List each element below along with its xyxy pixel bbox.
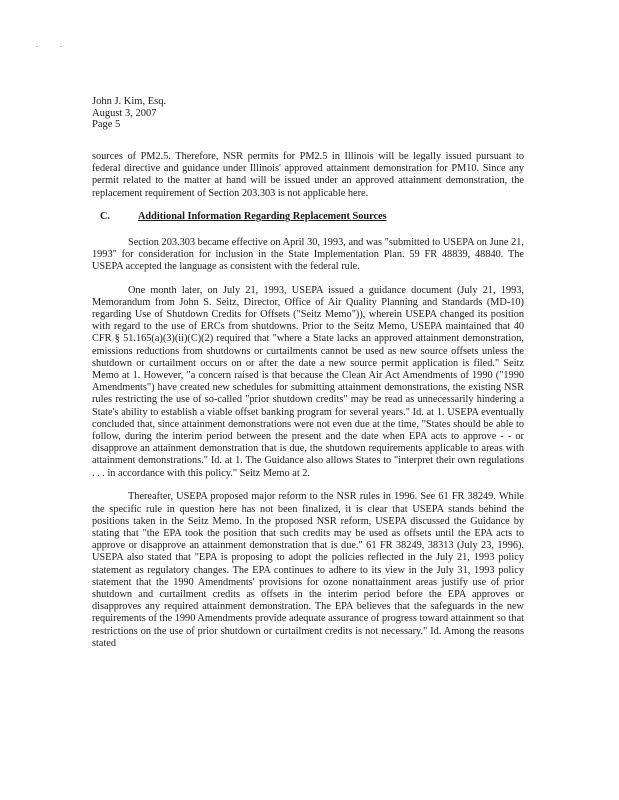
- letter-date: August 3, 2007: [92, 107, 157, 119]
- letter-body: [92, 151, 524, 662]
- paragraph-pm25-permits: sources of PM2.5. Therefore, NSR permits for PM2.5 in Illinois will be legally issued pursuant to federal directive and guidance under Illinois' approved attainment demonstration for PM10. Since any permit related to the matter at hand will be issued under an approved attainment demonstration, the replacement requirement of Section 203.303 is not applicable here.: [92, 151, 524, 199]
- section-heading: [92, 211, 524, 223]
- section-letter: C.: [100, 211, 111, 223]
- section-title: Additional Information Regarding Replacement Sources: [138, 211, 387, 223]
- margin-marks: . .: [36, 40, 72, 49]
- paragraph-section-203-303: Section 203.303 became effective on April 30, 1993, and was "submitted to USEPA on June 21, 1993" for consideration for inclusion in the State Implementation Plan. 59 FR 48839, 48840. The USEPA accepted the language as consistent with the federal rule.: [92, 236, 524, 272]
- paragraph-seitz-memo: One month later, on July 21, 1993, USEPA issued a guidance document (July 21, 1993, Memorandum from John S. Seitz, Director, Office of Air Quality Planning and Standards (MD-10) regarding Use of Shutdown Credits for Offsets ("Seitz Memo")), wherein USEPA changed its position with regard to the use of ERCs from shutdowns. Prior to the Seitz Memo, USEPA maintained that 40 CFR § 51.165(a)(3)(ii)(C)(2) required that "where a State lacks an approved attainment demonstration, emissions reductions from shutdowns or curtailments cannot be used as new source offsets unless the shutdown or curtailment occurs on or after the date a new source permit application is filed." Seitz Memo at 1. However, "a concern raised is that because the Clean Air Act Amendments of 1990 ("1990 Amendments") have created new schedules for submitting attainment demonstrations, the existing NSR rules restricting the use of so-called "prior shutdown credits" may be read as unnecessarily hindering a State's ability to establish a viable offset banking program for several years." Id. at 1. USEPA eventually concluded that, since attainment demonstrations were not even due at the time, "States should be able to follow, during the interim period between the present and the date when EPA acts to approve - - or disapprove an attainment demonstration that is due, the shutdown requirements applicable to areas with attainment demonstrations." Id. at 1. The Guidance also allows States to "interpret their own regulations . . . in accordance with this policy." Seitz Memo at 2.: [92, 284, 524, 479]
- page-number: Page 5: [92, 119, 121, 131]
- letter-header: [92, 96, 166, 131]
- paragraph-nsr-reform: Thereafter, USEPA proposed major reform to the NSR rules in 1996. See 61 FR 38249. While the specific rule in question here has not been finalized, it is clear that USEPA stands behind the positions taken in the Seitz Memo. In the proposed NSR reform, USEPA discussed the Guidance by stating that "the EPA took the position that such credits may be used as offsets until the EPA acts to approve or disapprove an attainment demonstration that is due." 61 FR 38249, 38313 (July 23, 1996). USEPA also stated that "EPA is proposing to adopt the policies reflected in the July 21, 1993 policy statement as regulatory changes. The EPA continues to adhere to its view in the July 31, 1993 policy statement that the 1990 Amendments' provisions for ozone nonattainment areas justify use of prior shutdown and curtailment credits as offsets in the interim period before the EPA approves or disapproves any required attainment demonstration. The EPA believes that the safeguards in the new requirements of the 1990 Amendments provide adequate assurance of progress toward attainment so that restrictions on the use of prior shutdown or curtailment credits is not necessary." Id. Among the reasons stated: [92, 491, 524, 649]
- recipient-name: John J. Kim, Esq.: [92, 96, 167, 107]
